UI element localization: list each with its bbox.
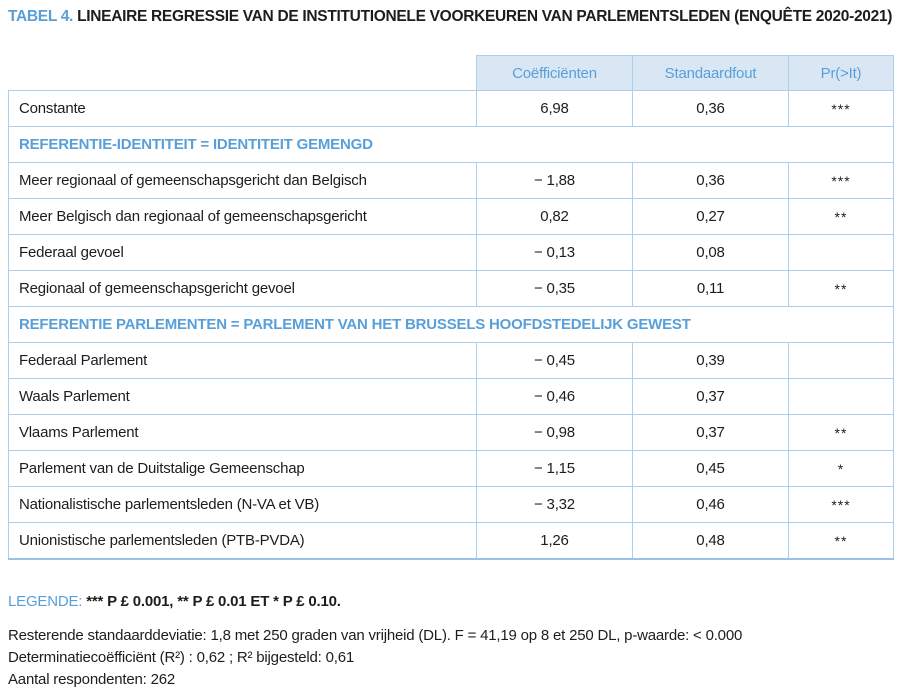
coef-value: − 0,46	[477, 379, 633, 415]
se-value: 0,45	[633, 451, 789, 487]
header-standard-error: Standaardfout	[633, 56, 789, 91]
section-header-row	[9, 307, 894, 343]
table-row	[9, 343, 894, 379]
table-title-text: LINEAIRE REGRESSIE VAN DE INSTITUTIONELE VOORKEUREN VAN PARLEMENTSLEDEN (ENQUÊTE 2020-2021)	[73, 8, 893, 25]
section-header-label: REFERENTIE PARLEMENTEN = PARLEMENT VAN HET BRUSSELS HOOFDSTEDELIJK GEWEST	[9, 307, 894, 343]
table-row	[9, 91, 894, 127]
sig-value: **	[789, 271, 894, 307]
row-label: Waals Parlement	[9, 379, 477, 415]
row-label: Federaal gevoel	[9, 235, 477, 271]
row-label: Meer Belgisch dan regionaal of gemeenschapsgericht	[9, 199, 477, 235]
row-label: Vlaams Parlement	[9, 415, 477, 451]
table-row	[9, 271, 894, 307]
coef-value: − 0,35	[477, 271, 633, 307]
sig-value: **	[789, 415, 894, 451]
footnote-r-squared: Determinatiecoëfficiënt (R²) : 0,62 ; R² bijgesteld: 0,61	[8, 649, 354, 666]
coef-value: − 1,88	[477, 163, 633, 199]
legend-label: LEGENDE:	[8, 593, 83, 610]
sig-value: **	[789, 523, 894, 560]
coef-value: − 0,45	[477, 343, 633, 379]
coef-value: 1,26	[477, 523, 633, 560]
se-value: 0,37	[633, 379, 789, 415]
sig-value: ***	[789, 487, 894, 523]
sig-value: ***	[789, 91, 894, 127]
se-value: 0,36	[633, 91, 789, 127]
footnotes	[8, 625, 900, 691]
table-row	[9, 415, 894, 451]
table-row	[9, 199, 894, 235]
row-label: Nationalistische parlementsleden (N-VA et VB)	[9, 487, 477, 523]
header-empty-cell	[9, 56, 477, 91]
table-header	[9, 56, 894, 91]
table-title	[0, 0, 900, 26]
footnote-residual-sd: Resterende standaarddeviatie: 1,8 met 250 graden van vrijheid (DL). F = 41,19 op 8 et 250 DL, p-waarde: < 0.000	[8, 627, 743, 644]
legend	[8, 593, 900, 610]
sig-value	[789, 235, 894, 271]
se-value: 0,27	[633, 199, 789, 235]
sig-value	[789, 379, 894, 415]
se-value: 0,37	[633, 415, 789, 451]
se-value: 0,08	[633, 235, 789, 271]
table-row	[9, 235, 894, 271]
se-value: 0,46	[633, 487, 789, 523]
row-label: Regionaal of gemeenschapsgericht gevoel	[9, 271, 477, 307]
sig-value: **	[789, 199, 894, 235]
section-header-row	[9, 127, 894, 163]
header-coefficients: Coëfficiënten	[477, 56, 633, 91]
sig-value: *	[789, 451, 894, 487]
table-row	[9, 451, 894, 487]
se-value: 0,39	[633, 343, 789, 379]
table-row	[9, 523, 894, 560]
table-title-number: TABEL 4.	[8, 8, 74, 25]
row-label: Unionistische parlementsleden (PTB-PVDA)	[9, 523, 477, 560]
regression-table	[8, 55, 894, 560]
legend-text: *** P £ 0.001, ** P £ 0.01 ET * P £ 0.10.	[82, 593, 341, 610]
coef-value: 6,98	[477, 91, 633, 127]
sig-value: ***	[789, 163, 894, 199]
table-row	[9, 379, 894, 415]
row-label: Parlement van de Duitstalige Gemeenschap	[9, 451, 477, 487]
coef-value: − 3,32	[477, 487, 633, 523]
row-label: Meer regionaal of gemeenschapsgericht dan Belgisch	[9, 163, 477, 199]
se-value: 0,11	[633, 271, 789, 307]
header-pr-t: Pr(>It)	[789, 56, 894, 91]
footnote-respondents: Aantal respondenten: 262	[8, 671, 176, 688]
sig-value	[789, 343, 894, 379]
coef-value: 0,82	[477, 199, 633, 235]
coef-value: − 0,98	[477, 415, 633, 451]
row-label: Constante	[9, 91, 477, 127]
table-row	[9, 487, 894, 523]
coef-value: − 0,13	[477, 235, 633, 271]
row-label: Federaal Parlement	[9, 343, 477, 379]
se-value: 0,48	[633, 523, 789, 560]
coef-value: − 1,15	[477, 451, 633, 487]
se-value: 0,36	[633, 163, 789, 199]
table-row	[9, 163, 894, 199]
header-row	[9, 56, 894, 91]
section-header-label: REFERENTIE-IDENTITEIT = IDENTITEIT GEMENGD	[9, 127, 894, 163]
